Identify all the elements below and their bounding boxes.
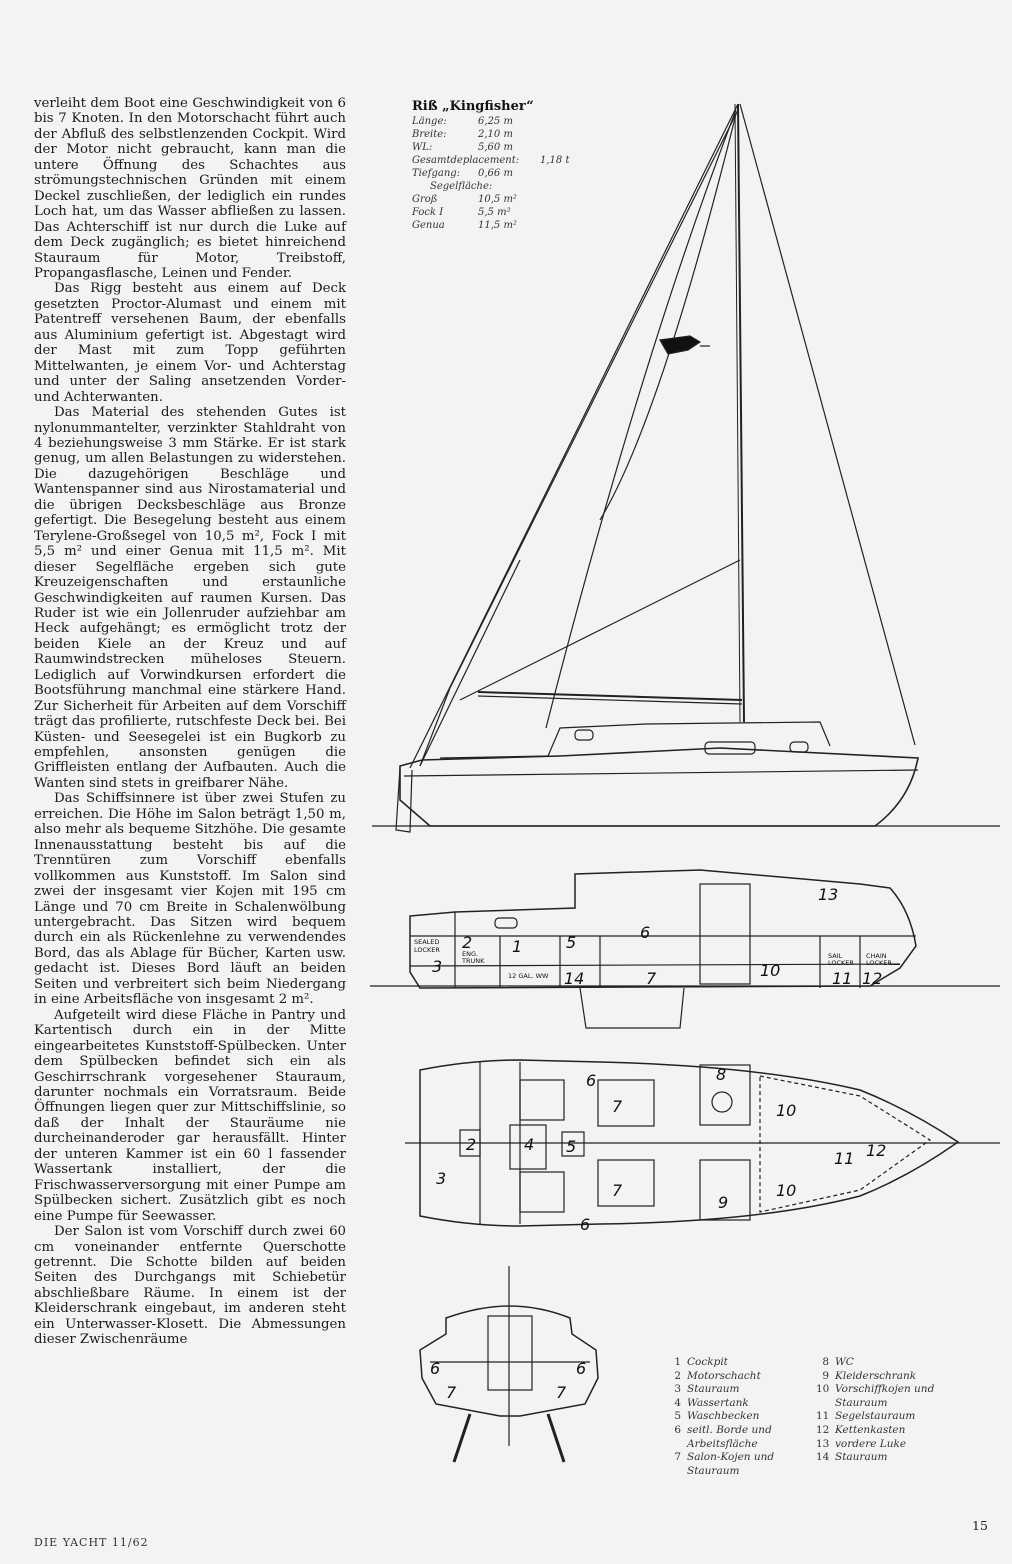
spec-row: Gesamtdeplacement: 1,18 t [412, 155, 570, 166]
sail-locker-label: LOCKER [828, 959, 854, 967]
svg-text:3: 3 [436, 1169, 447, 1188]
legend-left [668, 1356, 798, 1478]
spec-row: Genua 11,5 m² [412, 220, 517, 231]
legend-item: 8 WC [822, 1356, 854, 1368]
spec-row: Länge: 6,25 m [412, 116, 513, 127]
eng-trunk-label: TRUNK [462, 957, 485, 965]
legend-item: 10 Vorschiffkojen und Stauraum [816, 1383, 935, 1409]
svg-text:6: 6 [586, 1071, 597, 1090]
spec-row: WL: 5,60 m [412, 142, 513, 153]
svg-text:7: 7 [556, 1383, 567, 1402]
svg-text:2: 2 [462, 933, 473, 952]
magazine-footer: DIE YACHT 11/62 [34, 1536, 149, 1549]
paragraph: verleiht dem Boot eine Geschwindigkeit von 6 bis 7 Knoten. In den Motorschacht führt auch der Abfluß des selbstlenzenden Cockpit. Wird der Motor nicht gebraucht, kann man die untere Öffnung des Schachtes aus strömungstechnischen Gründen mit einem Deckel zuschließen, der lediglich ein rundes Loch hat, um das Wasser abfließen zu lassen. Das Achterschiff ist nur durch die Luke auf dem Deck zugänglich; es bietet hinreichend Stauraum für Motor, Treibstoff, Propangasflasche, Leinen und Fender. [34, 96, 346, 281]
svg-text:4: 4 [524, 1135, 535, 1154]
svg-text:12: 12 [862, 969, 883, 988]
legend-item: 9 Kleiderschrank [822, 1369, 917, 1382]
tank-label: 12 GAL. WW [508, 972, 549, 980]
legend-item: 6 seitl. Borde und Arbeitsfläche [674, 1423, 772, 1450]
svg-text:5: 5 [566, 933, 577, 952]
cross-section [420, 1266, 598, 1462]
legend-item: 5 Waschbecken [674, 1410, 760, 1423]
svg-text:7: 7 [612, 1097, 623, 1116]
legend-item: 2 Motorschacht [674, 1369, 761, 1382]
spec-row: Groß 10,5 m² [412, 194, 517, 205]
svg-text:10: 10 [776, 1181, 797, 1200]
paragraph: Das Material des stehenden Gutes ist nylonummantelter, verzinkter Stahldraht von 4 beziehungsweise 3 mm Stärke. Er ist stark genug, um allen Belastungen zu widerstehen. Die dazugehörigen Beschläge und Wantenspanner sind aus Nirostamaterial und die übrigen Decksbeschläge aus Bronze gefertigt. Die Besegelung besteht aus einem Terylene-Großsegel von 10,5 m², Fock I mit 5,5 m² und einer Genua mit 11,5 m². Mit dieser Segelfläche ergeben sich gute Kreuzeigenschaften und erstaunliche Geschwindigkeiten auf raumen Kursen. Das Ruder ist wie ein Jollenruder aufziehbar am Heck aufgehängt; es ermöglicht trotz der beiden Kiele an der Kreuz und auf Raumwindstrecken müheloses Steuern. Lediglich auf Vorwindkursen erfordert die Bootsführung manchmal eine stärkere Hand. Zur Sicherheit für Arbeiten auf dem Vorschiff trägt das profilierte, rutschfeste Deck bei. Bei Küsten- und Seesegelei ist ein Bugkorb zu empfehlen, ansonsten genügen die Griffleisten entlang der Aufbauten. Auch die Wanten sind stets in greifbarer Nähe. [34, 405, 346, 791]
spec-row: Fock I 5,5 m² [412, 207, 511, 218]
spec-row: Tiefgang: 0,66 m [412, 168, 513, 179]
legend-item: 1 Cockpit [674, 1356, 728, 1368]
legend-item: 14 Stauraum [816, 1451, 888, 1464]
legend-item: 4 Wassertank [674, 1396, 749, 1409]
svg-text:8: 8 [716, 1065, 727, 1084]
chain-locker-label: CHAIN [866, 952, 887, 960]
svg-text:6: 6 [430, 1359, 441, 1378]
svg-text:11: 11 [832, 969, 853, 988]
svg-text:6: 6 [640, 923, 651, 942]
svg-text:6: 6 [580, 1215, 591, 1234]
svg-text:1: 1 [512, 937, 523, 956]
svg-text:10: 10 [760, 961, 781, 980]
svg-text:7: 7 [646, 969, 657, 988]
sail-plan [372, 104, 1000, 832]
spec-title: Riß „Kingfisher“ [412, 99, 534, 114]
sealed-locker-label: LOCKER [414, 946, 440, 954]
svg-text:3: 3 [432, 957, 443, 976]
svg-text:7: 7 [446, 1383, 457, 1402]
svg-text:11: 11 [834, 1149, 855, 1168]
svg-text:9: 9 [718, 1193, 729, 1212]
legend-item: 13 vordere Luke [816, 1437, 907, 1450]
svg-text:14: 14 [564, 969, 585, 988]
spec-sail-heading: Segelfläche: [430, 181, 493, 192]
legend-item: 11 Segelstauraum [816, 1410, 916, 1423]
paragraph: Aufgeteilt wird diese Fläche in Pantry und Kartentisch durch ein in der Mitte eingearbeitetes Kunststoff-Spülbecken. Unter dem Spülbecken befindet sich ein als Geschirrschrank vorgesehener Stauraum, darunter nochmals ein Vorratsraum. Beide Öffnungen liegen quer zur Mittschiffslinie, so daß der Inhalt der Stauräume nie durcheinanderoder gar herausfällt. Hinter der unteren Kammer ist ein 60 l fassender Wassertank installiert, der die Frischwasserversorgung mit einer Pumpe am Spülbecken sichert. Zusätzlich gibt es noch eine Pumpe für Seewasser. [34, 1007, 346, 1224]
svg-text:10: 10 [776, 1101, 797, 1120]
spec-row: Breite: 2,10 m [412, 129, 513, 140]
sealed-locker-label: SEALED [414, 938, 440, 946]
paragraph: Das Schiffsinnere ist über zwei Stufen zu erreichen. Die Höhe im Salon beträgt 1,50 m, also mehr als bequeme Sitzhöhe. Die gesamte Innenausstattung besteht bis auf die Trenntüren zum Vorschiff ebenfalls vollkommen aus Kunststoff. Im Salon sind zwei der insgesamt vier Kojen mit 195 cm Länge und 70 cm Breite in Schalenwölbung untergebracht. Das Sitzen wird bequem durch ein als Rückenlehne zu verwendendes Bord, das als Ablage für Bücher, Karten usw. gedacht ist. Dieses Bord läuft an beiden Seiten und verbreitert sich beim Niedergang in eine Arbeitsfläche von insgesamt 2 m². [34, 791, 346, 1008]
plan-section [405, 1060, 1000, 1226]
legend-item: 3 Stauraum [674, 1383, 740, 1396]
svg-text:5: 5 [566, 1137, 577, 1156]
legend-right [816, 1356, 956, 1465]
svg-text:13: 13 [818, 885, 839, 904]
paragraph: Der Salon ist vom Vorschiff durch zwei 60 cm voneinander entfernte Querschotte getrennt. Die Schotte bilden auf beiden Seiten des Durchgangs mit Schiebetür abschließbare Räume. In einem ist der Kleiderschrank eingebaut, im anderen steht ein Unterwasser-Klosett. Die Abmessungen dieser Zwischenräume [34, 1224, 346, 1348]
legend-item: 12 Kettenkasten [816, 1423, 906, 1436]
svg-text:12: 12 [866, 1141, 887, 1160]
svg-text:7: 7 [612, 1181, 623, 1200]
svg-text:6: 6 [576, 1359, 587, 1378]
eng-trunk-label: ENG. [462, 950, 479, 958]
page-number: 15 [972, 1518, 988, 1533]
legend-item: 7 Salon-Kojen und Stauraum [674, 1451, 775, 1477]
sail-locker-label: SAIL [828, 952, 843, 960]
paragraph: Das Rigg besteht aus einem auf Deck gesetzten Proctor-Alumast und einem mit Patentreff versehenen Baum, der ebenfalls aus Aluminium gefertigt ist. Abgestagt wird der Mast mit zum Topp geführten Mittelwanten, je einem Vor- und Achterstag und unter der Saling ansetzenden Vorder- und Achterwanten. [34, 281, 346, 405]
svg-text:2: 2 [466, 1135, 477, 1154]
chain-locker-label: LOCKER [866, 959, 892, 967]
